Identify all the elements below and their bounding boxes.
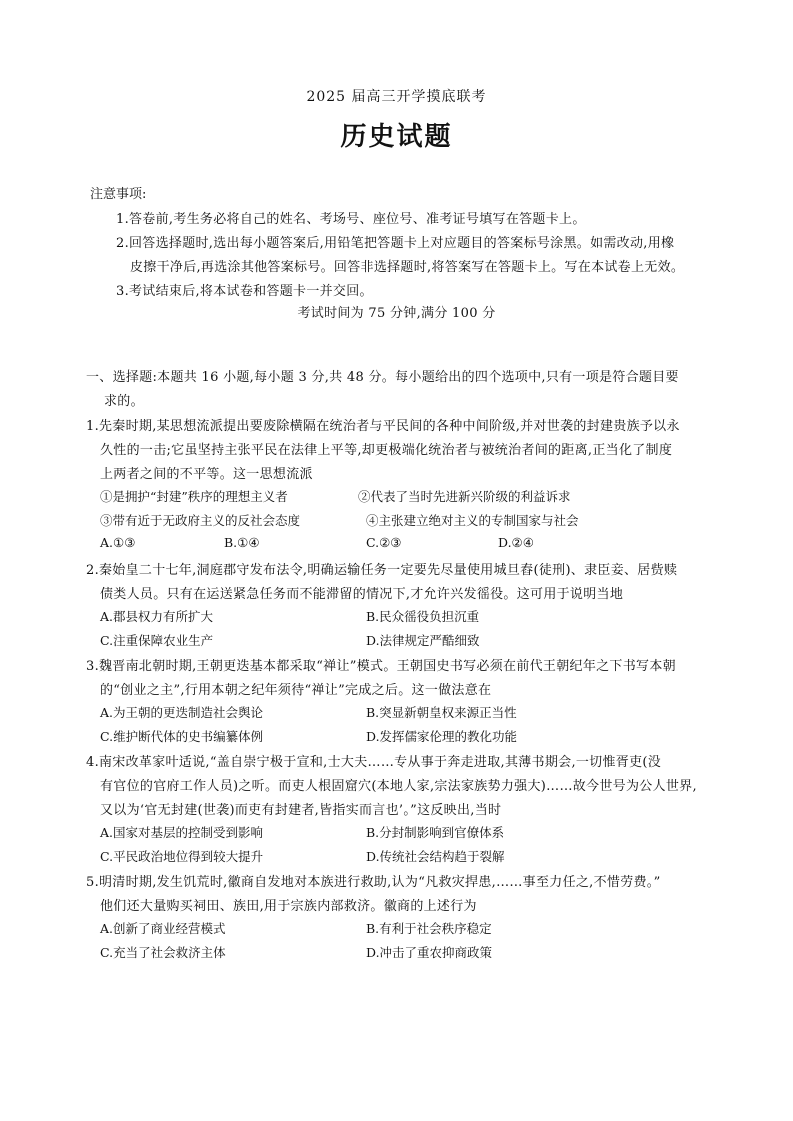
question-4-option-b: B.分封制影响到官僚体系 — [366, 825, 505, 840]
question-1-statement-3: ③带有近于无政府主义的反社会态度 — [100, 513, 301, 528]
section-heading-line-2: 求的。 — [104, 394, 144, 409]
question-4-option-a: A.国家对基层的控制受到影响 — [100, 825, 264, 840]
question-5-option-a: A.创新了商业经营模式 — [100, 921, 226, 936]
question-2-option-c: C.注重保障农业生产 — [100, 633, 214, 648]
question-1-line-2: 久性的一击;它虽坚持主张平民在法律上平等,却更极端化统治者与被统治者间的距离,正当化了制度 — [100, 443, 673, 458]
question-5-line-1: 5.明清时期,发生饥荒时,徽商自发地对本族进行救助,认为“凡救灾捍患,……事至力任之,不惜劳费。” — [86, 875, 661, 890]
question-1-statement-1: ①是拥护“封建”秩序的理想主义者 — [100, 489, 288, 504]
exam-title: 历史试题 — [340, 122, 453, 152]
question-4-line-2: 有官位的官府工作人员)之听。而吏人根固窟穴(本地人家,宗法家族势力强大)……故今世号为公人世界, — [100, 779, 697, 794]
question-2-line-1: 2.秦始皇二十七年,洞庭郡守发布法令,明确运输任务一定要先尽量使用城旦舂(徒刑)、隶臣妾、居赀赎 — [86, 563, 678, 578]
question-1-option-b: B.①④ — [224, 535, 260, 550]
question-4-option-c: C.平民政治地位得到较大提升 — [100, 849, 264, 864]
question-3-option-d: D.发挥儒家伦理的教化功能 — [366, 729, 518, 744]
question-1-line-1: 1.先秦时期,某思想流派提出要废除横隔在统治者与平民间的各种中间阶级,并对世袭的封建贵族予以永 — [86, 419, 680, 434]
question-1-option-a: A.①③ — [100, 535, 136, 550]
question-3-option-a: A.为王朝的更迭制造社会舆论 — [100, 705, 264, 720]
question-5-option-d: D.冲击了重农抑商政策 — [366, 945, 493, 960]
question-2-option-a: A.郡县权力有所扩大 — [100, 609, 214, 624]
question-5-line-2: 他们还大量购买祠田、族田,用于宗族内部救济。徽商的上述行为 — [100, 899, 477, 914]
notice-line-3: 皮擦干净后,再选涂其他答案标号。回答非选择题时,将答案写在答题卡上。写在本试卷上无效。 — [130, 260, 685, 275]
exam-subtitle: 2025 届高三开学摸底联考 — [306, 89, 487, 105]
question-1-line-3: 上两者之间的不平等。这一思想流派 — [100, 467, 313, 482]
question-2-line-2: 债类人员。只有在运送紧急任务而不能滞留的情况下,才允许兴发徭役。这可用于说明当地 — [100, 587, 624, 602]
question-3-option-c: C.维护断代体的史书编纂体例 — [100, 729, 264, 744]
question-3-line-1: 3.魏晋南北朝时期,王朝更迭基本都采取“禅让”模式。王朝国史书写必须在前代王朝纪年之下书写本朝 — [86, 659, 676, 674]
question-1-statement-4: ④主张建立绝对主义的专制国家与社会 — [366, 513, 579, 528]
section-heading-line-1: 一、选择题:本题共 16 小题,每小题 3 分,共 48 分。每小题给出的四个选项中,只有一项是符合题目要 — [86, 370, 679, 385]
question-5-option-b: B.有利于社会秩序稳定 — [366, 921, 492, 936]
question-4-line-3: 又以为‘官无封建(世袭)而吏有封建者,皆指实而言也’。”这反映出,当时 — [100, 803, 502, 818]
question-4-line-1: 4.南宋改革家叶适说,“盖自崇宁极于宣和,士大夫……专从事于奔走进取,其薄书期会,一切惟胥吏(没 — [86, 755, 662, 770]
question-5-option-c: C.充当了社会救济主体 — [100, 945, 226, 960]
exam-time-note: 考试时间为 75 分钟,满分 100 分 — [297, 306, 496, 321]
notice-line-1: 1.答卷前,考生务必将自己的姓名、考场号、座位号、准考证号填写在答题卡上。 — [116, 212, 586, 227]
notice-line-4: 3.考试结束后,将本试卷和答题卡一并交回。 — [116, 284, 373, 299]
question-3-line-2: 的“创业之主”,行用本朝之纪年须待“禅让”完成之后。这一做法意在 — [100, 683, 492, 698]
question-2-option-d: D.法律规定严酷细致 — [366, 633, 480, 648]
notice-heading: 注意事项: — [90, 187, 147, 202]
question-1-statement-2: ②代表了当时先进新兴阶级的利益诉求 — [358, 489, 571, 504]
question-4-option-d: D.传统社会结构趋于裂解 — [366, 849, 505, 864]
question-3-option-b: B.突显新朝皇权来源正当性 — [366, 705, 517, 720]
notice-line-2: 2.回答选择题时,选出每小题答案后,用铅笔把答题卡上对应题目的答案标号涂黑。如需改动,用橡 — [116, 236, 675, 251]
question-1-option-c: C.②③ — [366, 535, 402, 550]
question-2-option-b: B.民众徭役负担沉重 — [366, 609, 480, 624]
question-1-option-d: D.②④ — [498, 535, 534, 550]
